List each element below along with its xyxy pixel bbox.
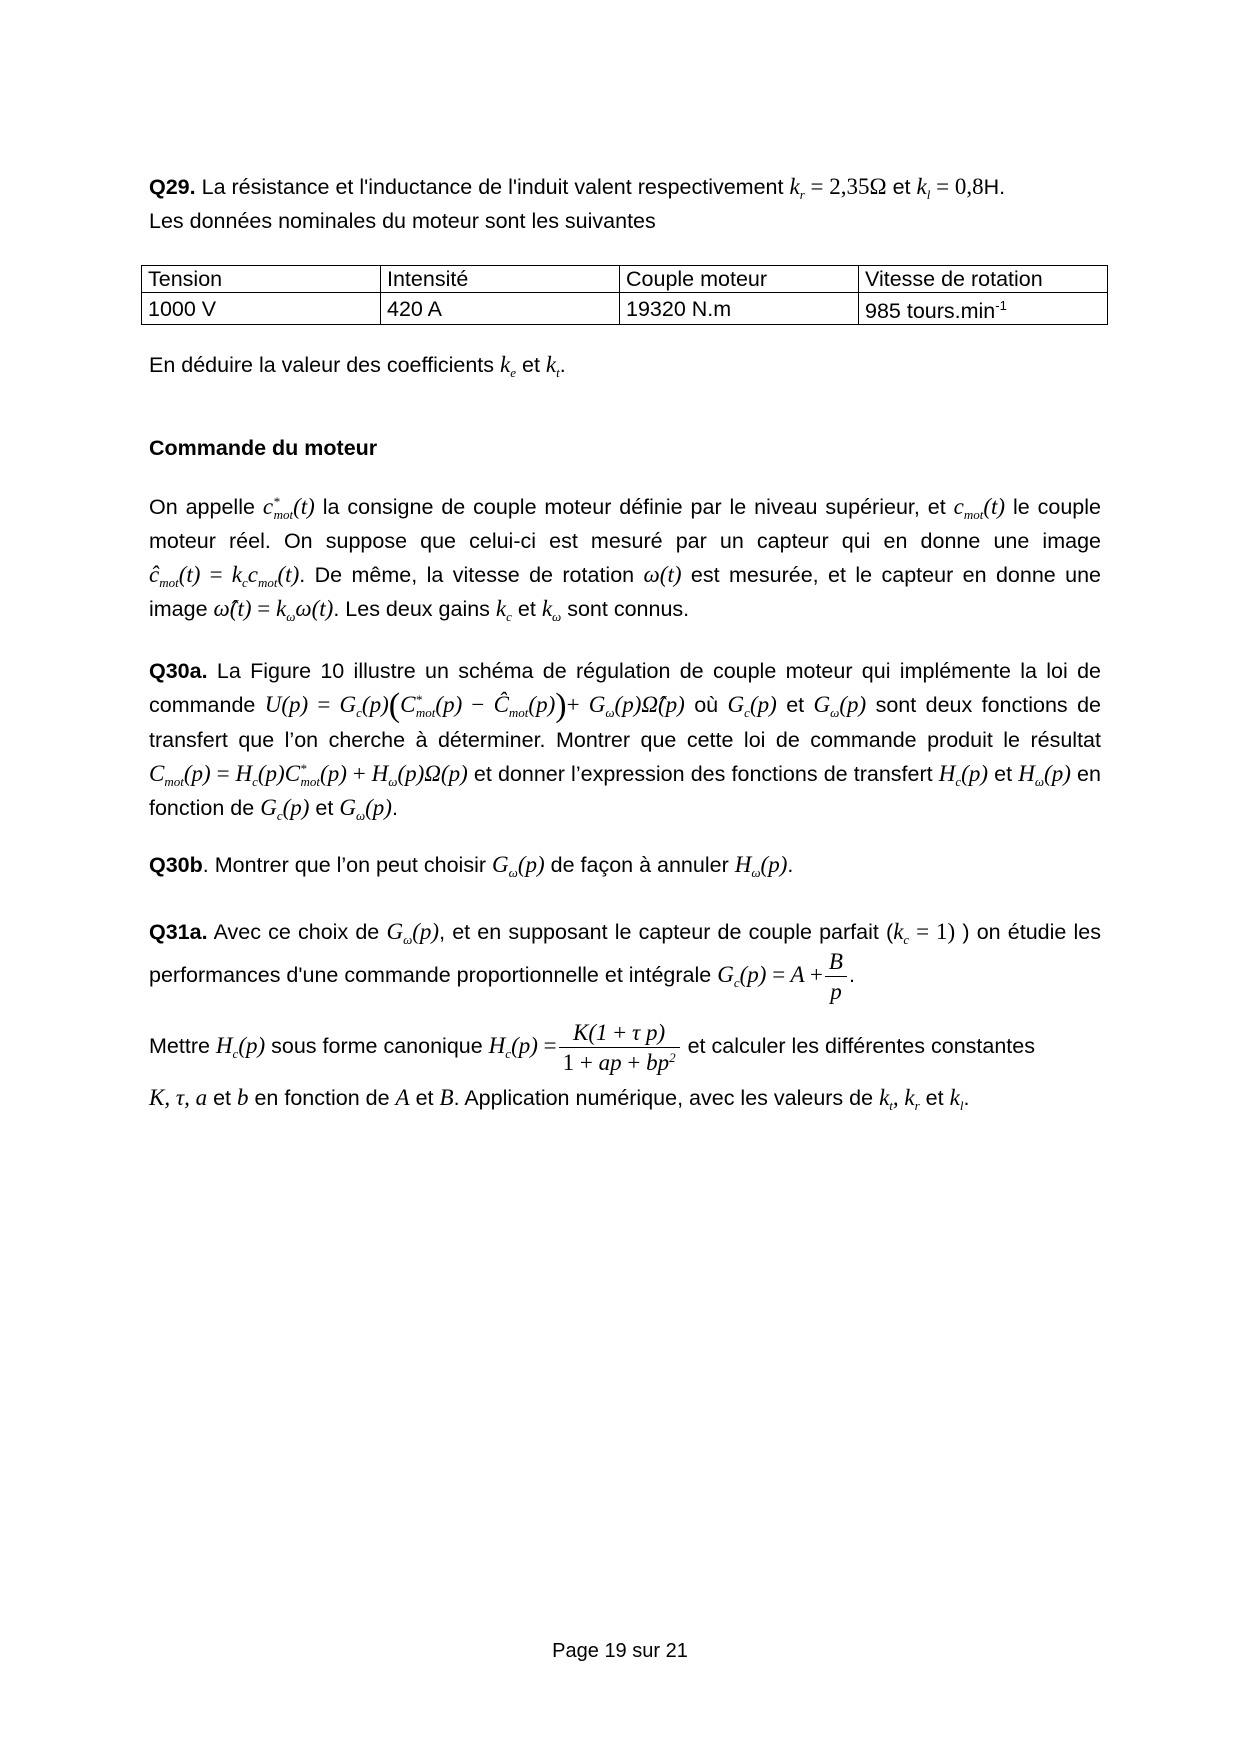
table-cell: 420 A: [381, 293, 620, 325]
page-number: Page 19 sur 21: [552, 1640, 688, 1662]
q31a-paragraph-3: K, τ, a et b en fonction de A et B. Application numérique, avec les valeurs de $k_t$, $k_r$ et $k_l$.: [149, 1085, 970, 1113]
table-header-row: [142, 266, 1108, 293]
q30a-label: Q30a.: [149, 659, 208, 683]
table-row: [142, 293, 1108, 325]
q30a-paragraph: Q30a. La Figure 10 illustre un schéma de régulation de couple moteur qui implémente la loi de commande $U(p) = G_c(p)(C^*_{mot}(p)$ − $Ĉ_{mot}(p))+$ $G_\omega(p)\Omegâ(p)$ où $G_c(p)$ et $G_\omega(p)$ sont deux fonctions de transfert que l’on cherche à déterminer. Montrer que cette loi de commande produit le résultat $C_{mot}(p) = H_c(p)C^*_{mot}(p) + H_\omega(p)\Omega(p)$ et donner l’expression des fonctions de transfert $H_c(p)$ et $H_\omega(p)$ en fonction de $G_c(p)$ et $G_\omega(p)$.: [149, 659, 1101, 823]
table-cell: 985 $tours.\min^{-1}$: [859, 293, 1108, 325]
q29-paragraph: [149, 170, 1101, 238]
kl-formula: $k_l = 0,8$: [916, 174, 984, 202]
q31a-paragraph-2: Mettre $H_c(p)$ sous forme canonique $H_c(p)$ = $\frac{\text{K(1 + τ p)}}{1 + ap + bp^2}$ et calculer les différentes constantes: [149, 1020, 1035, 1076]
deduce-paragraph: En déduire la valeur des coefficients $k_e$ et $k_t$.: [149, 352, 566, 380]
ke-symbol: $k_e$: [500, 352, 516, 380]
q29-label: Q29.: [149, 175, 196, 199]
table-header: Tension: [142, 266, 381, 293]
q31a-label: Q31a.: [149, 920, 208, 944]
table-header: Couple moteur: [620, 266, 859, 293]
table-header: Vitesse de rotation: [859, 266, 1108, 293]
table-cell: 1000 V: [142, 293, 381, 325]
table-header: Intensité: [381, 266, 620, 293]
q29-et: et: [892, 175, 911, 199]
q30b-label: Q30b: [149, 853, 203, 877]
q29-unit: H.: [983, 175, 1006, 199]
table-cell: 19320 N.m: [620, 293, 859, 325]
deduce-text: En déduire la valeur des coefficients: [149, 353, 495, 377]
q30b-paragraph: Q30b. Montrer que l’on peut choisir $G_\omega(p)$ de façon à annuler $H_\omega(p)$.: [149, 852, 794, 880]
q29-text2: Les données nominales du moteur sont les suivantes: [149, 209, 656, 233]
nominal-data-table: [141, 265, 1108, 325]
q29-text: La résistance et l'inductance de l'induit valent respectivement: [201, 175, 784, 199]
kt-symbol: $k_t$: [545, 352, 560, 380]
q31a-paragraph: Q31a. Avec ce choix de $G_\omega(p)$, et en supposant le capteur de couple parfait $(k_c = 1)$ ) on étudie les performances d'une commande proportionnelle et intégrale $G_c(p) = A$ + $\frac{B}{p}$ .: [149, 919, 1101, 1005]
deduce-et: et: [521, 353, 540, 377]
kr-formula: $k_r = 2,35\Omega$: [789, 174, 887, 202]
commande-paragraph: On appelle $c^*_{mot}(t)$ la consigne de couple moteur définie par le niveau supérieur, et $c_{mot}(t)$ le couple moteur réel. On suppose que celui-ci est mesuré par un capteur qui en donne une image $ĉ_{mot}(t) = k_cc_{mot}(t)$. De même, la vitesse de rotation ω(t) est mesurée, et le capteur en donne une image ω̂(t) = $k_\omega\omega(t)$. Les deux gains $k_c$ et $k_\omega$ sont connus.: [149, 494, 1102, 624]
section-title: Commande du moteur: [149, 436, 378, 460]
